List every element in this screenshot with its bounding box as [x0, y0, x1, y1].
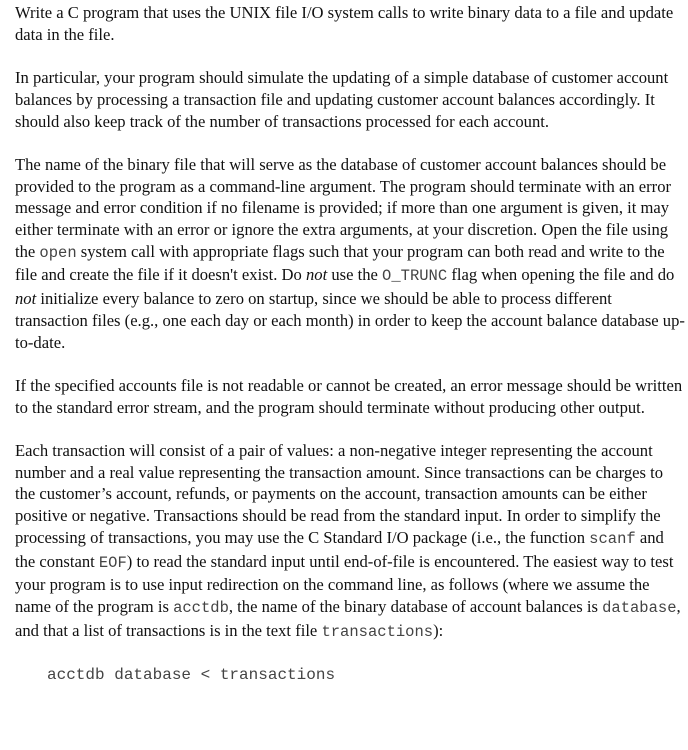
text-run: initialize every balance to zero on startup, since we should be able to process different transaction files (e.g., one each day or each month) in order to keep the account balance database up-to-date. [15, 289, 685, 352]
text-run: flag when opening the file and do [447, 265, 675, 285]
text-run: ): [433, 620, 444, 640]
intro-paragraph: Write a C program that uses the UNIX file I/O system calls to write binary data to a file and update data in the file. [15, 3, 674, 44]
binary-file-paragraph [15, 154, 685, 353]
code-database: database [602, 598, 677, 617]
code-scanf: scanf [589, 529, 636, 548]
particular-paragraph: In particular, your program should simulate the updating of a simple database of customer account balances by processing a transaction file and updating customer account balances accordingly. It should also keep track of the number of transactions processed for each account. [15, 68, 669, 131]
error-paragraph: If the specified accounts file is not readable or cannot be created, an error message should be written to the standard error stream, and the program should terminate without producing other output. [15, 375, 683, 417]
text-run: and the constant [15, 527, 664, 571]
text-run: , and that a list of transactions is in the text file [15, 596, 681, 640]
code-acctdb: acctdb [173, 598, 229, 617]
text-run: The name of the binary file that will serve as the database of customer account balances should be provided to the program as a command-line argument. The program should terminate with an error message and error condition if no filename is provided; if more than one argument is given, it may either terminate with an error or ignore the extra arguments, at your discretion. Open the file using the [15, 154, 672, 261]
code-transactions: transactions [321, 622, 434, 641]
text-run: ) to read the standard input until end-of-file is encountered. The easiest way to test your program is to use input redirection on the command line, as follows (where we assume the name of the program is [15, 551, 674, 616]
emphasis-not: not [305, 265, 328, 285]
text-run: , the name of the binary database of account balances is [228, 596, 603, 616]
code-o-trunc: O_TRUNC [382, 267, 448, 286]
text-run: system call with appropriate flags such that your program can both read and write to the file and create the file if it doesn't exist. Do [15, 241, 665, 285]
assignment-document [15, 2, 685, 687]
code-eof: EOF [98, 553, 127, 572]
text-run: use the [327, 265, 383, 285]
emphasis-not: not [15, 289, 37, 309]
text-run: Each transaction will consist of a pair of values: a non-negative integer representing the account number and a real value representing the transaction amount. Since transactions can be charges to the customer’s account, refunds, or payments on the account, transaction amounts can be either positive or negative. Transactions should be read from the standard input. In order to simplify the processing of transactions, you may use the C Standard I/O package (i.e., the function [15, 441, 663, 547]
transaction-paragraph [15, 440, 685, 643]
code-open: open [39, 243, 77, 262]
command-example: acctdb database < transactions [47, 666, 336, 685]
